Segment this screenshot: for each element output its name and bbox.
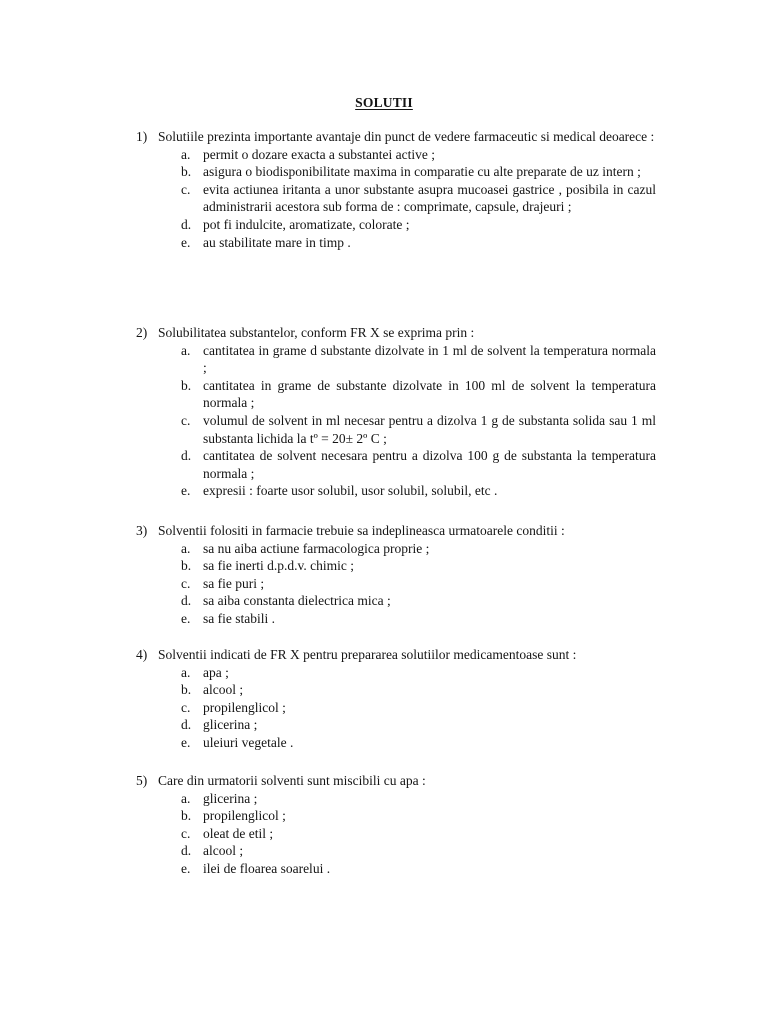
option-letter: e. xyxy=(181,483,191,499)
option-letter: b. xyxy=(181,682,192,698)
question-2 xyxy=(136,324,656,500)
option-text: expresii : foarte usor solubil, usor solubil, solubil, etc . xyxy=(203,483,498,499)
option-item xyxy=(136,234,656,252)
option-item xyxy=(136,790,656,808)
question-4 xyxy=(136,646,656,752)
option-item xyxy=(136,342,656,377)
option-text: propilenglicol ; xyxy=(203,699,286,715)
question-number: 5) xyxy=(136,773,148,788)
option-letter: c. xyxy=(181,699,191,715)
option-text: au stabilitate mare in timp . xyxy=(203,234,351,250)
option-text: evita actiunea iritanta a unor substante asupra mucoasei gastrice , posibila in cazul administrarii acestora sub forma de : comprimate, capsule, drajeuri ; xyxy=(203,181,656,215)
option-letter: b. xyxy=(181,164,192,180)
question-5 xyxy=(136,772,656,878)
option-text: sa fie stabili . xyxy=(203,610,275,626)
option-letter: b. xyxy=(181,808,192,824)
option-letter: a. xyxy=(181,342,191,358)
option-item xyxy=(136,699,656,717)
question-header xyxy=(136,772,656,790)
option-list xyxy=(136,540,656,628)
option-letter: b. xyxy=(181,377,192,393)
option-text: pot fi indulcite, aromatizate, colorate ; xyxy=(203,216,410,232)
option-text: glicerina ; xyxy=(203,790,258,806)
question-number: 3) xyxy=(136,523,148,538)
option-item xyxy=(136,716,656,734)
option-item xyxy=(136,412,656,447)
option-text: permit o dozare exacta a substantei active ; xyxy=(203,146,436,162)
option-letter: d. xyxy=(181,593,192,609)
option-letter: a. xyxy=(181,146,191,162)
option-letter: c. xyxy=(181,181,191,197)
option-list xyxy=(136,664,656,752)
option-text: sa fie puri ; xyxy=(203,575,265,591)
option-letter: a. xyxy=(181,540,191,556)
option-letter: e. xyxy=(181,734,191,750)
option-letter: e. xyxy=(181,234,191,250)
question-text: Solventii folositi in farmacie trebuie sa indeplineasca urmatoarele conditii : xyxy=(158,523,565,538)
option-letter: d. xyxy=(181,216,192,232)
option-item xyxy=(136,575,656,593)
option-item xyxy=(136,216,656,234)
option-text: volumul de solvent in ml necesar pentru a dizolva 1 g de substanta solida sau 1 ml substanta lichida la tº = 20± 2º C ; xyxy=(203,412,656,446)
question-header xyxy=(136,128,656,146)
option-text: cantitatea in grame d substante dizolvate in 1 ml de solvent la temperatura normala ; xyxy=(203,342,656,376)
option-item xyxy=(136,540,656,558)
option-text: sa nu aiba actiune farmacologica proprie ; xyxy=(203,540,430,556)
option-letter: c. xyxy=(181,575,191,591)
option-list xyxy=(136,342,656,500)
option-letter: d. xyxy=(181,717,192,733)
option-text: glicerina ; xyxy=(203,717,258,733)
option-letter: d. xyxy=(181,843,192,859)
option-text: alcool ; xyxy=(203,843,244,859)
option-item xyxy=(136,681,656,699)
question-header xyxy=(136,646,656,664)
option-text: apa ; xyxy=(203,664,229,680)
option-item xyxy=(136,860,656,878)
option-item xyxy=(136,377,656,412)
question-number: 1) xyxy=(136,129,148,144)
question-number: 2) xyxy=(136,325,148,340)
option-list xyxy=(136,146,656,252)
option-letter: c. xyxy=(181,825,191,841)
question-1 xyxy=(136,128,656,251)
option-text: propilenglicol ; xyxy=(203,808,286,824)
option-text: cantitatea in grame de substante dizolvate in 100 ml de solvent la temperatura normala ; xyxy=(203,377,656,411)
option-letter: b. xyxy=(181,558,192,574)
option-item xyxy=(136,610,656,628)
question-text: Solventii indicati de FR X pentru prepararea solutiilor medicamentoase sunt : xyxy=(158,647,577,662)
option-letter: e. xyxy=(181,860,191,876)
option-letter: e. xyxy=(181,610,191,626)
option-item xyxy=(136,447,656,482)
question-text: Solubilitatea substantelor, conform FR X se exprima prin : xyxy=(158,325,475,340)
option-letter: d. xyxy=(181,448,192,464)
option-text: alcool ; xyxy=(203,682,244,698)
question-header xyxy=(136,522,656,540)
option-letter: a. xyxy=(181,790,191,806)
option-item xyxy=(136,842,656,860)
option-item xyxy=(136,557,656,575)
option-item xyxy=(136,664,656,682)
option-text: sa fie inerti d.p.d.v. chimic ; xyxy=(203,558,354,574)
option-item xyxy=(136,825,656,843)
document-title: SOLUTII xyxy=(355,95,413,110)
option-text: sa aiba constanta dielectrica mica ; xyxy=(203,593,391,609)
option-letter: a. xyxy=(181,664,191,680)
option-item xyxy=(136,734,656,752)
question-text: Solutiile prezinta importante avantaje din punct de vedere farmaceutic si medical deoarece : xyxy=(158,129,655,144)
option-item xyxy=(136,146,656,164)
question-header xyxy=(136,324,656,342)
option-letter: c. xyxy=(181,412,191,428)
option-text: cantitatea de solvent necesara pentru a dizolva 100 g de substanta la temperatura normala ; xyxy=(203,448,656,481)
option-text: uleiuri vegetale . xyxy=(203,734,294,750)
option-item xyxy=(136,163,656,181)
option-text: asigura o biodisponibilitate maxima in comparatie cu alte preparate de uz intern ; xyxy=(203,164,641,180)
option-item xyxy=(136,181,656,216)
option-item xyxy=(136,807,656,825)
option-list xyxy=(136,790,656,878)
option-text: oleat de etil ; xyxy=(203,825,274,841)
option-item xyxy=(136,592,656,610)
question-number: 4) xyxy=(136,647,148,662)
option-text: ilei de floarea soarelui . xyxy=(203,860,331,876)
question-3 xyxy=(136,522,656,628)
option-item xyxy=(136,482,656,500)
question-text: Care din urmatorii solventi sunt miscibili cu apa : xyxy=(158,773,426,788)
